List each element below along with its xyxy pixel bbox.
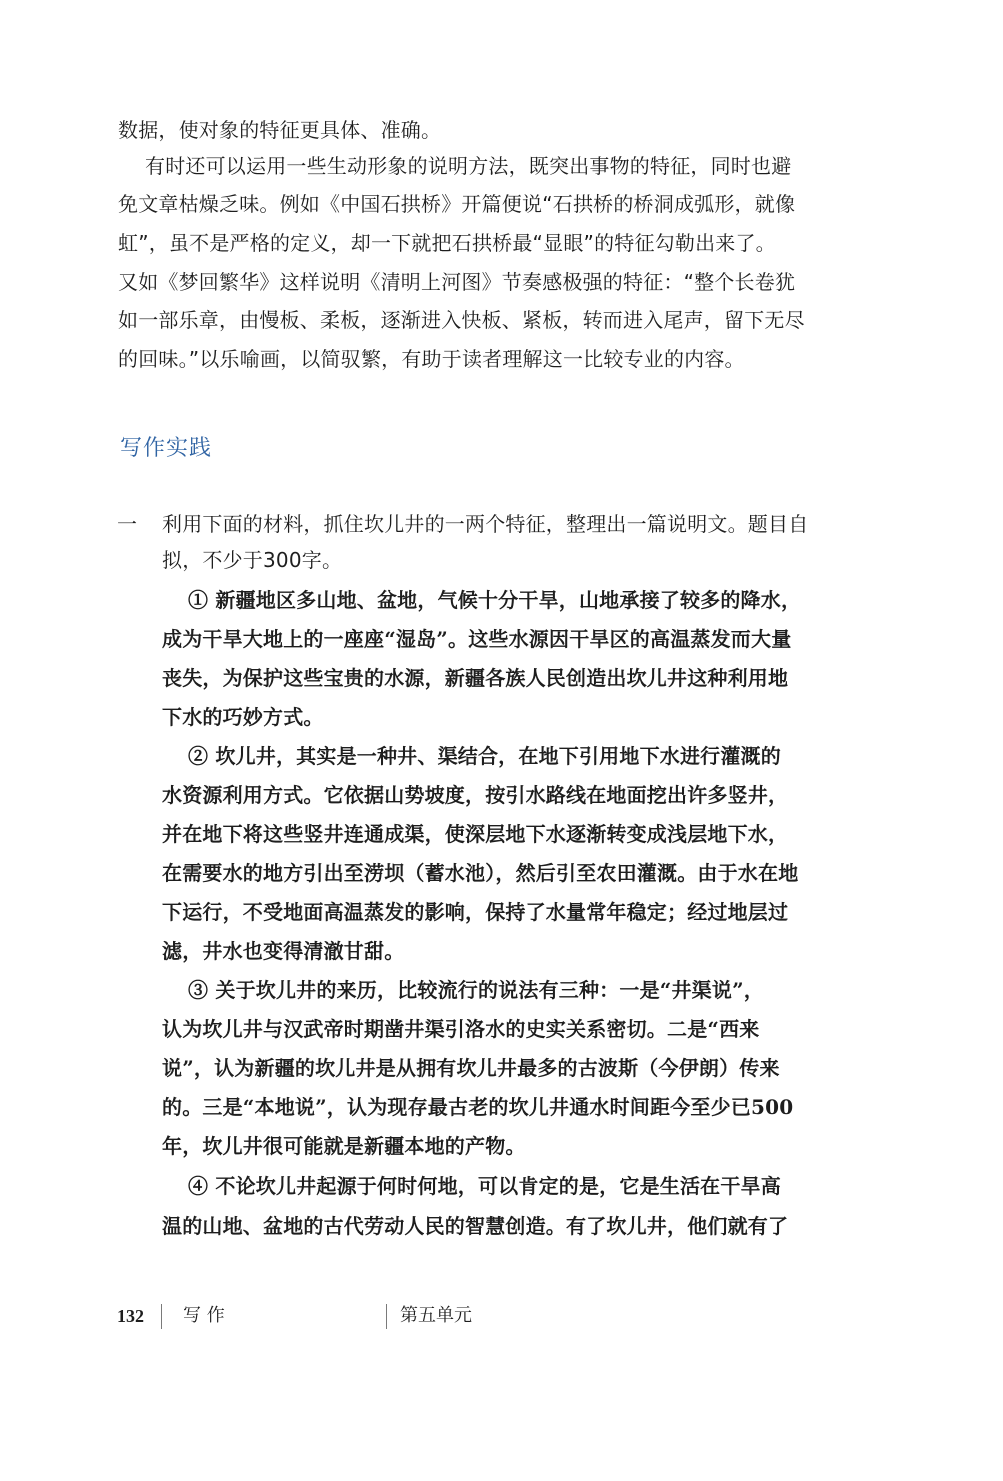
material-line: 认为坎儿井与汉武帝时期凿井渠引洛水的史实关系密切。二是“西来 [162, 1017, 760, 1041]
material-line: 丧失，为保护这些宝贵的水源，新疆各族人民创造出坎儿井这种利用地 [162, 666, 789, 690]
material-line: 在需要水的地方引出至涝坝（蓄水池），然后引至农田灌溉。由于水在地 [162, 861, 799, 885]
material-line: 下水的巧妙方式。 [162, 705, 324, 729]
material-line: 下运行，不受地面高温蒸发的影响，保持了水量常年稳定；经过地层过 [162, 900, 789, 924]
page-number: 132 [117, 1306, 144, 1326]
material-line: ① 新疆地区多山地、盆地，气候十分干旱，山地承接了较多的降水， [188, 588, 802, 612]
paragraph-line: 数据，使对象的特征更具体、准确。 [118, 118, 442, 142]
material-line: 并在地下将这些竖井连通成渠，使深层地下水逐渐转变成浅层地下水， [162, 822, 789, 846]
material-line: ③ 关于坎儿井的来历，比较流行的说法有三种：一是“井渠说”， [188, 978, 764, 1002]
exercise-prompt-line: 利用下面的材料，抓住坎儿井的一两个特征，整理出一篇说明文。题目自 [162, 512, 809, 536]
paragraph-line: 如一部乐章，由慢板、柔板，逐渐进入快板、紧板，转而进入尾声，留下无尽 [118, 308, 805, 332]
exercise-prompt-line: 拟，不少于300字。 [162, 548, 343, 572]
material-line: 滤，井水也变得清澈甘甜。 [162, 939, 405, 963]
material-line: 的。三是“本地说”，认为现存最古老的坎儿井通水时间距今至少已500 [162, 1095, 794, 1119]
material-line: ④ 不论坎儿井起源于何时何地，可以肯定的是，它是生活在干旱高 [188, 1174, 781, 1198]
material-line: 年，坎儿井很可能就是新疆本地的产物。 [162, 1134, 526, 1158]
footer-section-label: 写 作 [183, 1305, 225, 1326]
paragraph-line: 又如《梦回繁华》这样说明《清明上河图》节奏感极强的特征：“整个长卷犹 [118, 270, 796, 294]
material-line: 水资源利用方式。它依据山势坡度，按引水路线在地面挖出许多竖井， [162, 783, 789, 807]
material-line: ② 坎儿井，其实是一种井、渠结合，在地下引用地下水进行灌溉的 [188, 744, 781, 768]
paragraph-line: 的回味。”以乐喻画，以简驭繁，有助于读者理解这一比较专业的内容。 [118, 347, 745, 371]
paragraph-line: 免文章枯燥乏味。例如《中国石拱桥》开篇便说“石拱桥的桥洞成弧形，就像 [118, 192, 796, 216]
footer-divider [161, 1304, 162, 1329]
exercise-marker: 一 [117, 512, 137, 536]
material-line: 温的山地、盆地的古代劳动人民的智慧创造。有了坎儿井，他们就有了 [162, 1214, 789, 1238]
paragraph-line: 虹”，虽不是严格的定义，却一下就把石拱桥最“显眼”的特征勾勒出来了。 [118, 231, 776, 255]
material-line: 成为干旱大地上的一座座“湿岛”。这些水源因干旱区的高温蒸发而大量 [162, 627, 792, 651]
section-title: 写作实践 [120, 436, 213, 461]
material-line: 说”，认为新疆的坎儿井是从拥有坎儿井最多的古波斯（今伊朗）传来 [162, 1056, 780, 1080]
footer-divider [386, 1304, 387, 1329]
footer-unit-label: 第五单元 [400, 1305, 472, 1326]
paragraph-line: 有时还可以运用一些生动形象的说明方法，既突出事物的特征，同时也避 [145, 154, 792, 178]
